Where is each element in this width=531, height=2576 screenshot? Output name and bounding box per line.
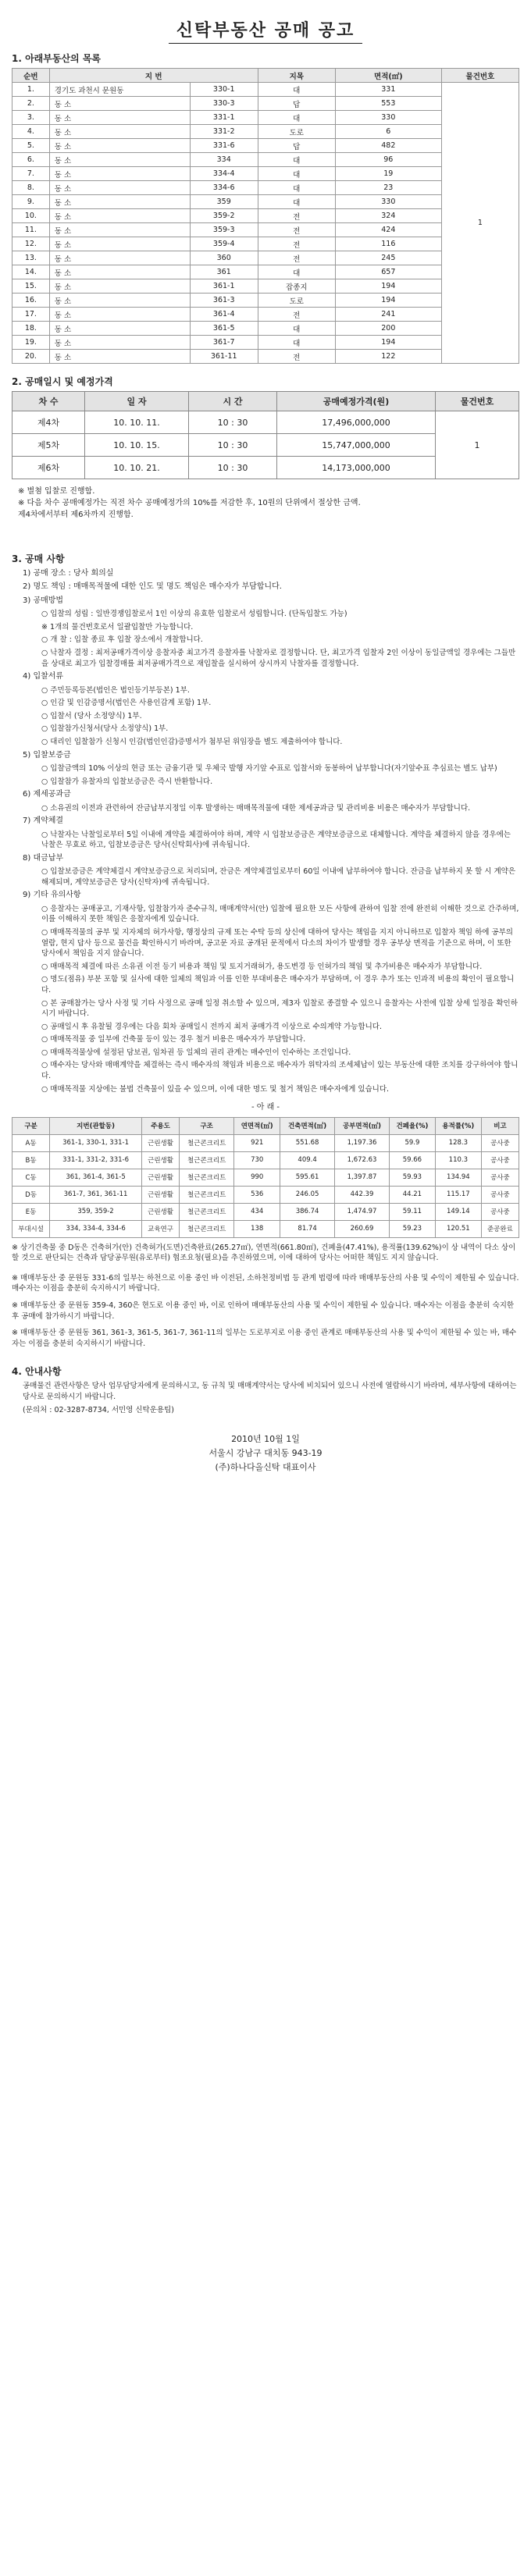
property-category: 도로 [258,125,335,139]
property-seq: 10. [12,209,50,223]
property-item-no: 1 [441,83,519,364]
schedule-time: 10 : 30 [189,457,277,479]
building-row [12,1169,519,1186]
building-cell: 59.9 [389,1134,435,1151]
building-col-header: 건축면적(㎡) [280,1117,335,1134]
building-col-header: 구조 [180,1117,234,1134]
property-lot: 331-6 [190,139,258,153]
building-col-header: 건폐율(%) [389,1117,435,1134]
tax-heading: 6) 제세공과금 [23,790,71,799]
schedule-note: 제4차에서부터 제6차까지 진행함. [18,511,134,519]
property-lot: 331-1 [190,111,258,125]
property-category: 대 [258,195,335,209]
extra-note: ※ 매매부동산 중 문원동 331-6의 일부는 하천으로 이용 중인 바 이전된, 소하천정비법 등 관계 법령에 따라 매매부동산의 사용 및 수익이 제한될 수 있습니다. 매수자는 이점을 충분히 숙지하시기 바랍니다. [12,1273,519,1293]
property-lot: 331-2 [190,125,258,139]
page-title: 신탁부동산 공매 공고 [169,17,363,44]
other-item: ○ 명도(점유) 부분 포함 및 실사에 대한 일체의 책임과 이를 인한 부대비용은 매수자가 부담하며, 이 경우 추가 또는 인과적 비용의 확인이 필요합니다. [41,975,515,994]
other-item: ○ 매매목적물 지상에는 불법 건축물이 있을 수 있으며, 이에 대한 명도 및 철거 책임은 매수자에게 있습니다. [41,1084,390,1094]
method-item: ○ 입찰의 성립 : 일반경쟁입찰로서 1인 이상의 유효한 입찰로서 성립합니다. (단독입찰도 가능) [41,610,347,619]
property-seq: 11. [12,223,50,237]
property-lot: 359 [190,195,258,209]
building-cell: 921 [234,1134,280,1151]
property-area: 96 [335,153,441,167]
section4-body: 공매물건 관련사항은 당사 업무담당자에게 문의하시고, 동 규칙 및 매매계약서는 당사에 비치되어 있으니 사전에 열람하시기 바라며, 세부사항에 대하여는 당사로 문의하시기 바랍니다. [23,1382,517,1401]
property-location: 동 소 [49,265,190,279]
property-category: 대 [258,83,335,97]
building-cell: 철근콘크리트 [180,1186,234,1203]
col-item: 물건번호 [436,392,519,411]
property-seq: 13. [12,251,50,265]
property-area: 553 [335,97,441,111]
tax-text: ○ 소유권의 이전과 관련하여 잔금납부지정일 이후 발생하는 매매목적물에 대한 제세공과금 및 관리비용 비용은 매수자가 부담합니다. [41,803,471,813]
property-lot: 330-3 [190,97,258,111]
property-area: 245 [335,251,441,265]
schedule-date: 10. 10. 15. [85,434,189,457]
building-cell: 근린생활 [142,1186,180,1203]
property-area: 116 [335,237,441,251]
building-cell: 철근콘크리트 [180,1169,234,1186]
property-seq: 14. [12,265,50,279]
property-location: 동 소 [49,336,190,350]
property-category: 잡종지 [258,279,335,294]
building-table [12,1117,519,1238]
property-seq: 17. [12,308,50,322]
building-cell: 246.05 [280,1186,335,1203]
property-table [12,68,519,364]
property-area: 331 [335,83,441,97]
schedule-date: 10. 10. 11. [85,411,189,434]
footer-company: (주)하나다올신탁 대표이사 [215,1462,316,1473]
schedule-time: 10 : 30 [189,411,277,434]
property-area: 482 [335,139,441,153]
property-seq: 8. [12,181,50,195]
building-cell: C동 [12,1169,50,1186]
property-seq: 20. [12,350,50,364]
property-seq: 2. [12,97,50,111]
other-item: ○ 매매목적물 중 일부에 건축물 등이 있는 경우 철거 비용은 매수자가 부담합니다. [41,1035,306,1044]
property-location: 동 소 [49,167,190,181]
building-row [12,1151,519,1169]
building-cell: 334, 334-4, 334-6 [50,1220,142,1237]
schedule-price: 17,496,000,000 [277,411,436,434]
building-row [12,1186,519,1203]
property-area: 330 [335,111,441,125]
property-area: 657 [335,265,441,279]
building-cell: D동 [12,1186,50,1203]
building-cell: 공사중 [481,1203,519,1220]
auction-item: 1) 공매 장소 : 당사 회의실 [23,569,114,578]
col-price: 공매예정가격(원) [277,392,436,411]
building-cell: A동 [12,1134,50,1151]
property-lot: 359-4 [190,237,258,251]
section3-heading: 3. 공매 사항 [12,553,65,564]
property-location: 동 소 [49,279,190,294]
property-location: 동 소 [49,294,190,308]
building-cell: B동 [12,1151,50,1169]
building-cell: 1,672.63 [335,1151,390,1169]
property-seq: 6. [12,153,50,167]
property-category: 전 [258,308,335,322]
method-list [41,609,519,669]
schedule-round: 제5차 [12,434,85,457]
other-heading: 9) 기타 유의사항 [23,891,81,900]
property-seq: 1. [12,83,50,97]
building-cell: 361, 361-4, 361-5 [50,1169,142,1186]
property-lot: 361 [190,265,258,279]
property-location: 동 소 [49,308,190,322]
auction-item: 3) 공매방법 [23,596,64,605]
building-cell: 1,474.97 [335,1203,390,1220]
footer [12,1432,519,1475]
building-cell: 근린생활 [142,1203,180,1220]
building-col-header: 용적률(%) [435,1117,481,1134]
building-cell: 공사중 [481,1151,519,1169]
schedule-note: ※ 별첨 입찰로 진행함. [18,487,95,496]
property-area: 324 [335,209,441,223]
property-row [12,83,519,97]
property-lot: 330-1 [190,83,258,97]
property-location: 동 소 [49,181,190,195]
col-area: 면적(㎡) [335,69,441,83]
building-cell: 59.11 [389,1203,435,1220]
deposit-list [41,763,519,787]
property-location: 동 소 [49,153,190,167]
other-item: ○ 매수자는 당사와 매매계약을 체결하는 즉시 매수자의 책임과 비용으로 매수자가 위탁자의 조세체납이 있는 부동산에 대한 조치를 강구하여야 합니다. [41,1061,519,1081]
property-table-body [12,83,519,364]
property-area: 424 [335,223,441,237]
docs-item: ○ 입찰서 (당사 소정양식) 1부. [41,711,142,720]
property-category: 전 [258,223,335,237]
building-col-header: 연면적(㎡) [234,1117,280,1134]
property-area: 200 [335,322,441,336]
schedule-date: 10. 10. 21. [85,457,189,479]
property-area: 122 [335,350,441,364]
property-location: 경기도 과천시 문원동 [49,83,190,97]
property-area: 19 [335,167,441,181]
building-cell: 59.66 [389,1151,435,1169]
method-item: ○ 개 찰 : 입찰 종료 후 입찰 장소에서 개찰합니다. [41,635,203,645]
property-lot: 359-2 [190,209,258,223]
method-item: ○ 낙찰자 결정 : 최저공매가격이상 응찰자중 최고가격 응찰자를 낙찰자로 결정합니다. 단, 최고가격 입찰자 2인 이상이 동일금액일 경우에는 그들만을 상대로 최고가 입찰경매를 최저공매가격으로 재입찰을 실시하여 상시까지 낙찰자를 결정합니다. [41,649,516,668]
property-area: 6 [335,125,441,139]
col-category: 지목 [258,69,335,83]
docs-item: ○ 인감 및 인감증명서(법인은 사용인감계 포함) 1부. [41,699,212,708]
property-seq: 9. [12,195,50,209]
building-cell: 44.21 [389,1186,435,1203]
col-time: 시 간 [189,392,277,411]
extra-notes [12,1273,519,1350]
building-cell: 595.61 [280,1169,335,1186]
property-lot: 361-1 [190,279,258,294]
property-seq: 18. [12,322,50,336]
property-seq: 15. [12,279,50,294]
building-cell: 철근콘크리트 [180,1151,234,1169]
property-category: 대 [258,322,335,336]
building-cell: 공사중 [481,1169,519,1186]
property-category: 대 [258,336,335,350]
section2-heading: 2. 공매일시 및 예정가격 [12,376,113,387]
section4-heading: 4. 안내사항 [12,1366,62,1378]
schedule-table [12,391,519,479]
building-row [12,1134,519,1151]
property-location: 동 소 [49,223,190,237]
property-location: 동 소 [49,350,190,364]
property-lot: 361-7 [190,336,258,350]
section1-heading: 1. 아래부동산의 목록 [12,53,102,64]
schedule-price: 14,173,000,000 [277,457,436,479]
schedule-price: 15,747,000,000 [277,434,436,457]
building-cell: 준공완료 [481,1220,519,1237]
schedule-row [12,411,519,434]
building-row [12,1220,519,1237]
property-category: 대 [258,111,335,125]
building-cell: 1,397.87 [335,1169,390,1186]
docs-heading: 4) 입찰서류 [23,672,64,681]
schedule-notes [18,486,519,521]
building-cell: 990 [234,1169,280,1186]
property-lot: 361-4 [190,308,258,322]
property-location: 동 소 [49,97,190,111]
building-cell: 386.74 [280,1203,335,1220]
schedule-table-header [12,392,519,411]
appendix-label: - 아 래 - [251,1103,280,1112]
footer-date: 2010년 10월 1일 [231,1434,300,1445]
building-cell: 공사중 [481,1134,519,1151]
building-cell: 1,197.36 [335,1134,390,1151]
building-cell: 149.14 [435,1203,481,1220]
property-category: 전 [258,237,335,251]
property-area: 241 [335,308,441,322]
docs-item: ○ 입찰참가신청서(당사 소정양식) 1부. [41,724,169,734]
schedule-round: 제4차 [12,411,85,434]
building-cell: 110.3 [435,1151,481,1169]
building-cell: 359, 359-2 [50,1203,142,1220]
schedule-time: 10 : 30 [189,434,277,457]
building-cell: 551.68 [280,1134,335,1151]
property-category: 대 [258,153,335,167]
property-seq: 12. [12,237,50,251]
building-col-header: 공부면적(㎡) [335,1117,390,1134]
method-item: ※ 1개의 물건번호로서 일괄입찰만 가능합니다. [41,622,194,632]
property-location: 동 소 [49,237,190,251]
property-lot: 334 [190,153,258,167]
property-category: 전 [258,209,335,223]
building-cell: 138 [234,1220,280,1237]
other-item: ○ 본 공매참가는 당사 사정 및 기타 사정으로 공매 일정 취소할 수 있으며, 제3자 입찰로 종결할 수 있으니 응찰자는 사전에 입찰 상세 일정을 확인하시기 바랍니다. [41,998,518,1019]
payment-heading: 8) 대금납부 [23,853,64,863]
building-cell: 근린생활 [142,1169,180,1186]
building-col-header: 구분 [12,1117,50,1134]
building-cell: 115.17 [435,1186,481,1203]
property-seq: 5. [12,139,50,153]
property-lot: 359-3 [190,223,258,237]
other-item: ○ 매매목적 체결에 따른 소유권 이전 등기 비용과 책임 및 토지거래허가, 용도변경 등 인허가의 책임 및 추가비용은 매수자가 부담합니다. [41,962,483,971]
schedule-round: 제6차 [12,457,85,479]
property-table-header [12,69,519,83]
property-category: 전 [258,251,335,265]
section4-contact: (문의처 : 02-3287-8734, 서민영 신탁운용팀) [23,1405,174,1414]
building-cell: 철근콘크리트 [180,1134,234,1151]
property-location: 동 소 [49,139,190,153]
building-cell: 철근콘크리트 [180,1203,234,1220]
schedule-item-no: 1 [436,411,519,479]
col-lot: 지 번 [49,69,258,83]
property-seq: 7. [12,167,50,181]
deposit-item: ○ 입찰금액의 10% 이상의 현금 또는 금융기관 및 우체국 발행 자기앞 수표로 입찰서와 동봉하여 납부합니다(자기앞수표 추심료는 별도 납부) [41,763,497,773]
building-cell: 81.74 [280,1220,335,1237]
building-table-body [12,1134,519,1237]
property-seq: 19. [12,336,50,350]
building-cell: E동 [12,1203,50,1220]
other-list [41,904,519,1095]
title-area [12,0,519,47]
property-category: 답 [258,139,335,153]
property-area: 23 [335,181,441,195]
col-date: 일 자 [85,392,189,411]
property-lot: 360 [190,251,258,265]
building-cell: 교육연구 [142,1220,180,1237]
property-seq: 4. [12,125,50,139]
property-category: 전 [258,350,335,364]
property-area: 330 [335,195,441,209]
schedule-table-body [12,411,519,479]
building-cell: 근린생활 [142,1151,180,1169]
property-location: 동 소 [49,125,190,139]
property-category: 대 [258,265,335,279]
other-item: ○ 매매목적물상에 설정된 담보권, 임차권 등 일체의 권리 관계는 매수인이 인수하는 조건입니다. [41,1048,351,1057]
property-lot: 334-6 [190,181,258,195]
building-col-header: 지번(관할동) [50,1117,142,1134]
property-area: 194 [335,336,441,350]
docs-item: ○ 대리인 입찰참가 신청시 인감(법인인감)증명서가 첨부된 위임장을 별도 제출하여야 합니다. [41,737,343,746]
schedule-note: ※ 다음 차수 공매예정가는 직전 차수 공매예정가의 10%를 저감한 후, 10원의 단위에서 절상한 금액. [18,499,361,507]
building-cell: 434 [234,1203,280,1220]
property-category: 도로 [258,294,335,308]
building-row [12,1203,519,1220]
building-cell: 공사중 [481,1186,519,1203]
extra-note: ※ 매매부동산 중 문원동 359-4, 360은 현도로 이용 중인 바, 이로 인하여 매매부동산의 사용 및 수익이 제한될 수 있습니다. 매수자는 이점을 충분히 숙지한 후 공매에 참가하시기 바랍니다. [12,1301,515,1321]
col-item-no: 물건번호 [441,69,519,83]
property-seq: 3. [12,111,50,125]
footer-address: 서울시 강남구 대치동 943-19 [208,1448,323,1459]
building-cell: 361-1, 330-1, 331-1 [50,1134,142,1151]
building-cell: 260.69 [335,1220,390,1237]
building-cell: 361-7, 361, 361-11 [50,1186,142,1203]
building-cell: 128.3 [435,1134,481,1151]
building-cell: 536 [234,1186,280,1203]
building-cell: 730 [234,1151,280,1169]
building-table-header [12,1117,519,1134]
building-cell: 부대시설 [12,1220,50,1237]
property-category: 답 [258,97,335,111]
property-lot: 361-5 [190,322,258,336]
building-col-header: 주용도 [142,1117,180,1134]
col-seq: 순번 [12,69,50,83]
property-location: 동 소 [49,209,190,223]
property-lot: 361-11 [190,350,258,364]
contract-heading: 7) 계약체결 [23,817,64,826]
building-cell: 134.94 [435,1169,481,1186]
building-cell: 59.93 [389,1169,435,1186]
property-category: 대 [258,181,335,195]
property-seq: 16. [12,294,50,308]
building-cell: 59.23 [389,1220,435,1237]
other-item: ○ 공매일시 후 유찰될 경우에는 다음 회차 공매일시 전까지 최저 공매가격 이상으로 수의계약 가능합니다. [41,1022,383,1031]
building-cell: 409.4 [280,1151,335,1169]
property-area: 194 [335,279,441,294]
auction-items [23,568,519,1094]
payment-text: ○ 입찰보증금은 계약체결시 계약보증금으로 처리되며, 잔금은 계약체결일로부터 60일 이내에 납부하여야 합니다. 잔금을 납부하지 못 할 시 계약은 해제되며, 계약보증금은 당사(신탁자)에 귀속됩니다. [41,867,516,887]
property-location: 동 소 [49,251,190,265]
property-location: 동 소 [49,195,190,209]
property-lot: 361-3 [190,294,258,308]
docs-list [41,685,519,748]
deposit-item: ○ 입찰참가 유찰자의 입찰보증금은 즉시 반환합니다. [41,777,213,786]
property-lot: 334-4 [190,167,258,181]
docs-item: ○ 주민등록등본(법인은 법인등기부등본) 1부. [41,685,190,695]
appendix-note: ※ 상기건축물 중 D동은 건축허가(안) 건축허가(도면)건축완료(265.27㎡), 연면적(661.80㎡), 건폐율(47.41%), 용적률(139.62%)이 상 내역이 다소 상이할 것으로 판단되는 건축과 담당공무원(유로부터) 협조요청(필요)을 추진하였으며, 이에 대하여 당사는 어떠한 책임도 지지 않습니다. [12,1243,516,1263]
other-item: ○ 응찰자는 공매공고, 기재사항, 입찰참가자 준수규칙, 매매계약서(안) 입찰에 필요한 모든 사항에 관하여 입찰 전에 완전히 이해한 것으로 간주하며, 이를 이해하지 못한 책임은 응찰자에게 있습니다. [41,904,519,924]
building-cell: 근린생활 [142,1134,180,1151]
other-item: ○ 매매목적물의 공부 및 지자체의 허가사항, 행정상의 규제 또는 수탁 등의 상신에 대하여 당사는 책임을 지지 아니하므로 입찰자 책임 하에 공부의 열람, 현지 답사 등으로 물건을 확인하시기 바라며, 공고문 자료 공개된 문적에서 다소의 차이가 발생할 경우 공부상 면적을 기준으로 하며, 이 또한 당사에서 책임을 지지 않습니다. [41,927,513,959]
col-round: 차 수 [12,392,85,411]
contract-text: ○ 낙찰자는 낙찰일로부터 5일 이내에 계약을 체결하여야 하며, 계약 시 입찰보증금은 계약보증금으로 대체합니다. 계약을 체결하지 않을 경우에는 낙찰은 무효로 하고, 입찰보증금은 당사(신탁회사)에 귀속됩니다. [41,830,511,850]
building-cell: 442.39 [335,1186,390,1203]
property-category: 대 [258,167,335,181]
property-area: 194 [335,294,441,308]
extra-note: ※ 매매부동산 중 문원동 361, 361-3, 361-5, 361-7, 361-11의 일부는 도로부지로 이용 중인 관계로 매매부동산의 사용 및 수익이 제한될 수 있는 바, 매수자는 이점을 충분히 숙지하시기 바랍니다. [12,1329,517,1348]
building-cell: 331-1, 331-2, 331-6 [50,1151,142,1169]
deposit-heading: 5) 입찰보증금 [23,750,71,760]
building-col-header: 비고 [481,1117,519,1134]
building-cell: 120.51 [435,1220,481,1237]
auction-item: 2) 명도 책임 : 매매목적물에 대한 인도 및 명도 책임은 매수자가 부담합니다. [23,582,282,592]
building-cell: 철근콘크리트 [180,1220,234,1237]
property-location: 동 소 [49,111,190,125]
property-location: 동 소 [49,322,190,336]
